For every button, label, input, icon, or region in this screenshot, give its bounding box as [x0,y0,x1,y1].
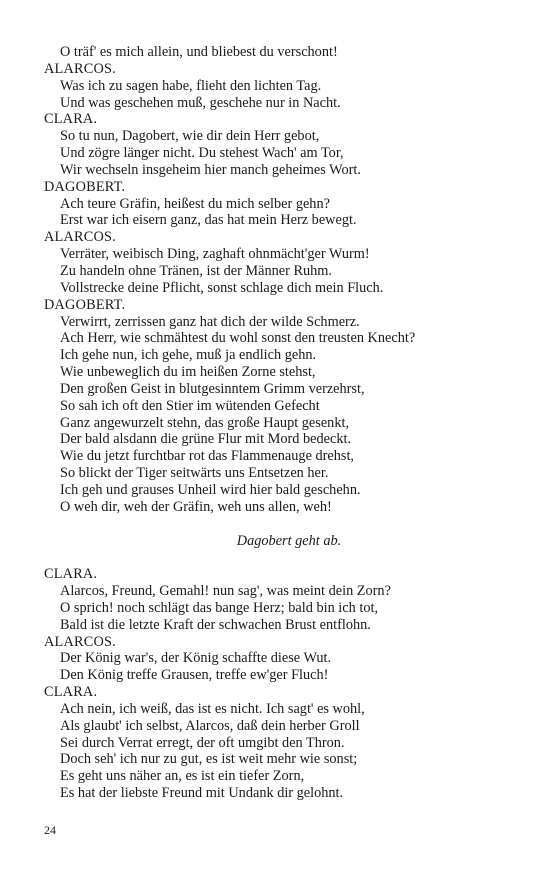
page-body [44,44,514,802]
verse-line: Ich gehe nun, ich gehe, muß ja endlich gehn. [60,347,317,364]
verse-line: So sah ich oft den Stier im wütenden Gefecht [60,397,320,414]
verse-line: Zu handeln ohne Tränen, ist der Männer Ruhm. [60,262,332,279]
verse-line: O weh dir, weh der Gräfin, weh uns allen, weh! [60,498,332,515]
verse-line: Den großen Geist in blutgesinntem Grimm verzehrst, [60,380,365,397]
verse-line: Vollstrecke deine Pflicht, sonst schlage dich mein Fluch. [60,279,384,296]
verse-line: Und was geschehen muß, geschehe nur in Nacht. [60,94,341,111]
verse-line: Bald ist die letzte Kraft der schwachen Brust entflohn. [60,616,371,633]
verse-line: O sprich! noch schlägt das bange Herz; bald bin ich tot, [60,599,379,616]
verse-line: Ach nein, ich weiß, das ist es nicht. Ich sagt' es wohl, [60,700,365,717]
verse-line: Ich geh und grauses Unheil wird hier bald geschehn. [60,481,361,498]
verse-line: O träf' es mich allein, und bliebest du verschont! [60,44,338,60]
verse-line: Und zögre länger nicht. Du stehest Wach' am Tor, [60,145,344,162]
verse-line: Der bald alsdann die grüne Flur mit Mord bedeckt. [60,431,352,448]
verse-line: Es hat der liebste Freund mit Undank dir gelohnt. [60,785,344,802]
verse-line: Erst war ich eisern ganz, das hat mein Herz bewegt. [60,212,357,229]
speaker-name: ALARCOS. [44,633,116,650]
verse-line: Als glaubt' ich selbst, Alarcos, daß dein herber Groll [60,717,360,734]
speaker-name: DAGOBERT. [44,178,126,195]
verse-line: Verräter, weibisch Ding, zaghaft ohnmächt'ger Wurm! [60,246,370,263]
verse-line: Ach Herr, wie schmähtest du wohl sonst den treusten Knecht? [60,330,416,347]
speaker-name: ALARCOS. [44,60,116,77]
speaker-name: CLARA. [44,684,98,701]
verse-line: Verwirrt, zerrissen ganz hat dich der wilde Schmerz. [60,313,360,330]
page-number: 24 [44,823,56,837]
verse-line: Sei durch Verrat erregt, der oft umgibt den Thron. [60,734,345,751]
verse-line: Wir wechseln insgeheim hier manch geheimes Wort. [60,161,361,178]
verse-line: Alarcos, Freund, Gemahl! nun sag', was meint dein Zorn? [60,582,391,599]
verse-line: Der König war's, der König schaffte diese Wut. [60,650,332,667]
verse-line: Es geht uns näher an, es ist ein tiefer Zorn, [60,768,305,785]
verse-line: Doch seh' ich nur zu gut, es ist weit mehr wie sonst; [60,751,358,768]
verse-line: Wie du jetzt furchtbar rot das Flammenauge drehst, [60,448,355,465]
verse-line: Ganz angewurzelt stehn, das große Haupt gesenkt, [60,414,350,431]
verse-line: Wie unbeweglich du im heißen Zorne stehst, [60,364,316,381]
stage-direction: Dagobert geht ab. [236,532,342,549]
verse-line: So tu nun, Dagobert, wie dir dein Herr gebot, [60,128,320,145]
verse-line: Den König treffe Grausen, treffe ew'ger Fluch! [60,667,329,684]
speaker-name: ALARCOS. [44,229,116,246]
verse-line: Ach teure Gräfin, heißest du mich selber gehn? [60,195,330,212]
verse-line: So blickt der Tiger seitwärts uns Entsetzen her. [60,465,329,482]
speaker-name: DAGOBERT. [44,296,126,313]
verse-line: Was ich zu sagen habe, flieht den lichten Tag. [60,77,322,94]
speaker-name: CLARA. [44,111,98,128]
speaker-name: CLARA. [44,566,98,583]
